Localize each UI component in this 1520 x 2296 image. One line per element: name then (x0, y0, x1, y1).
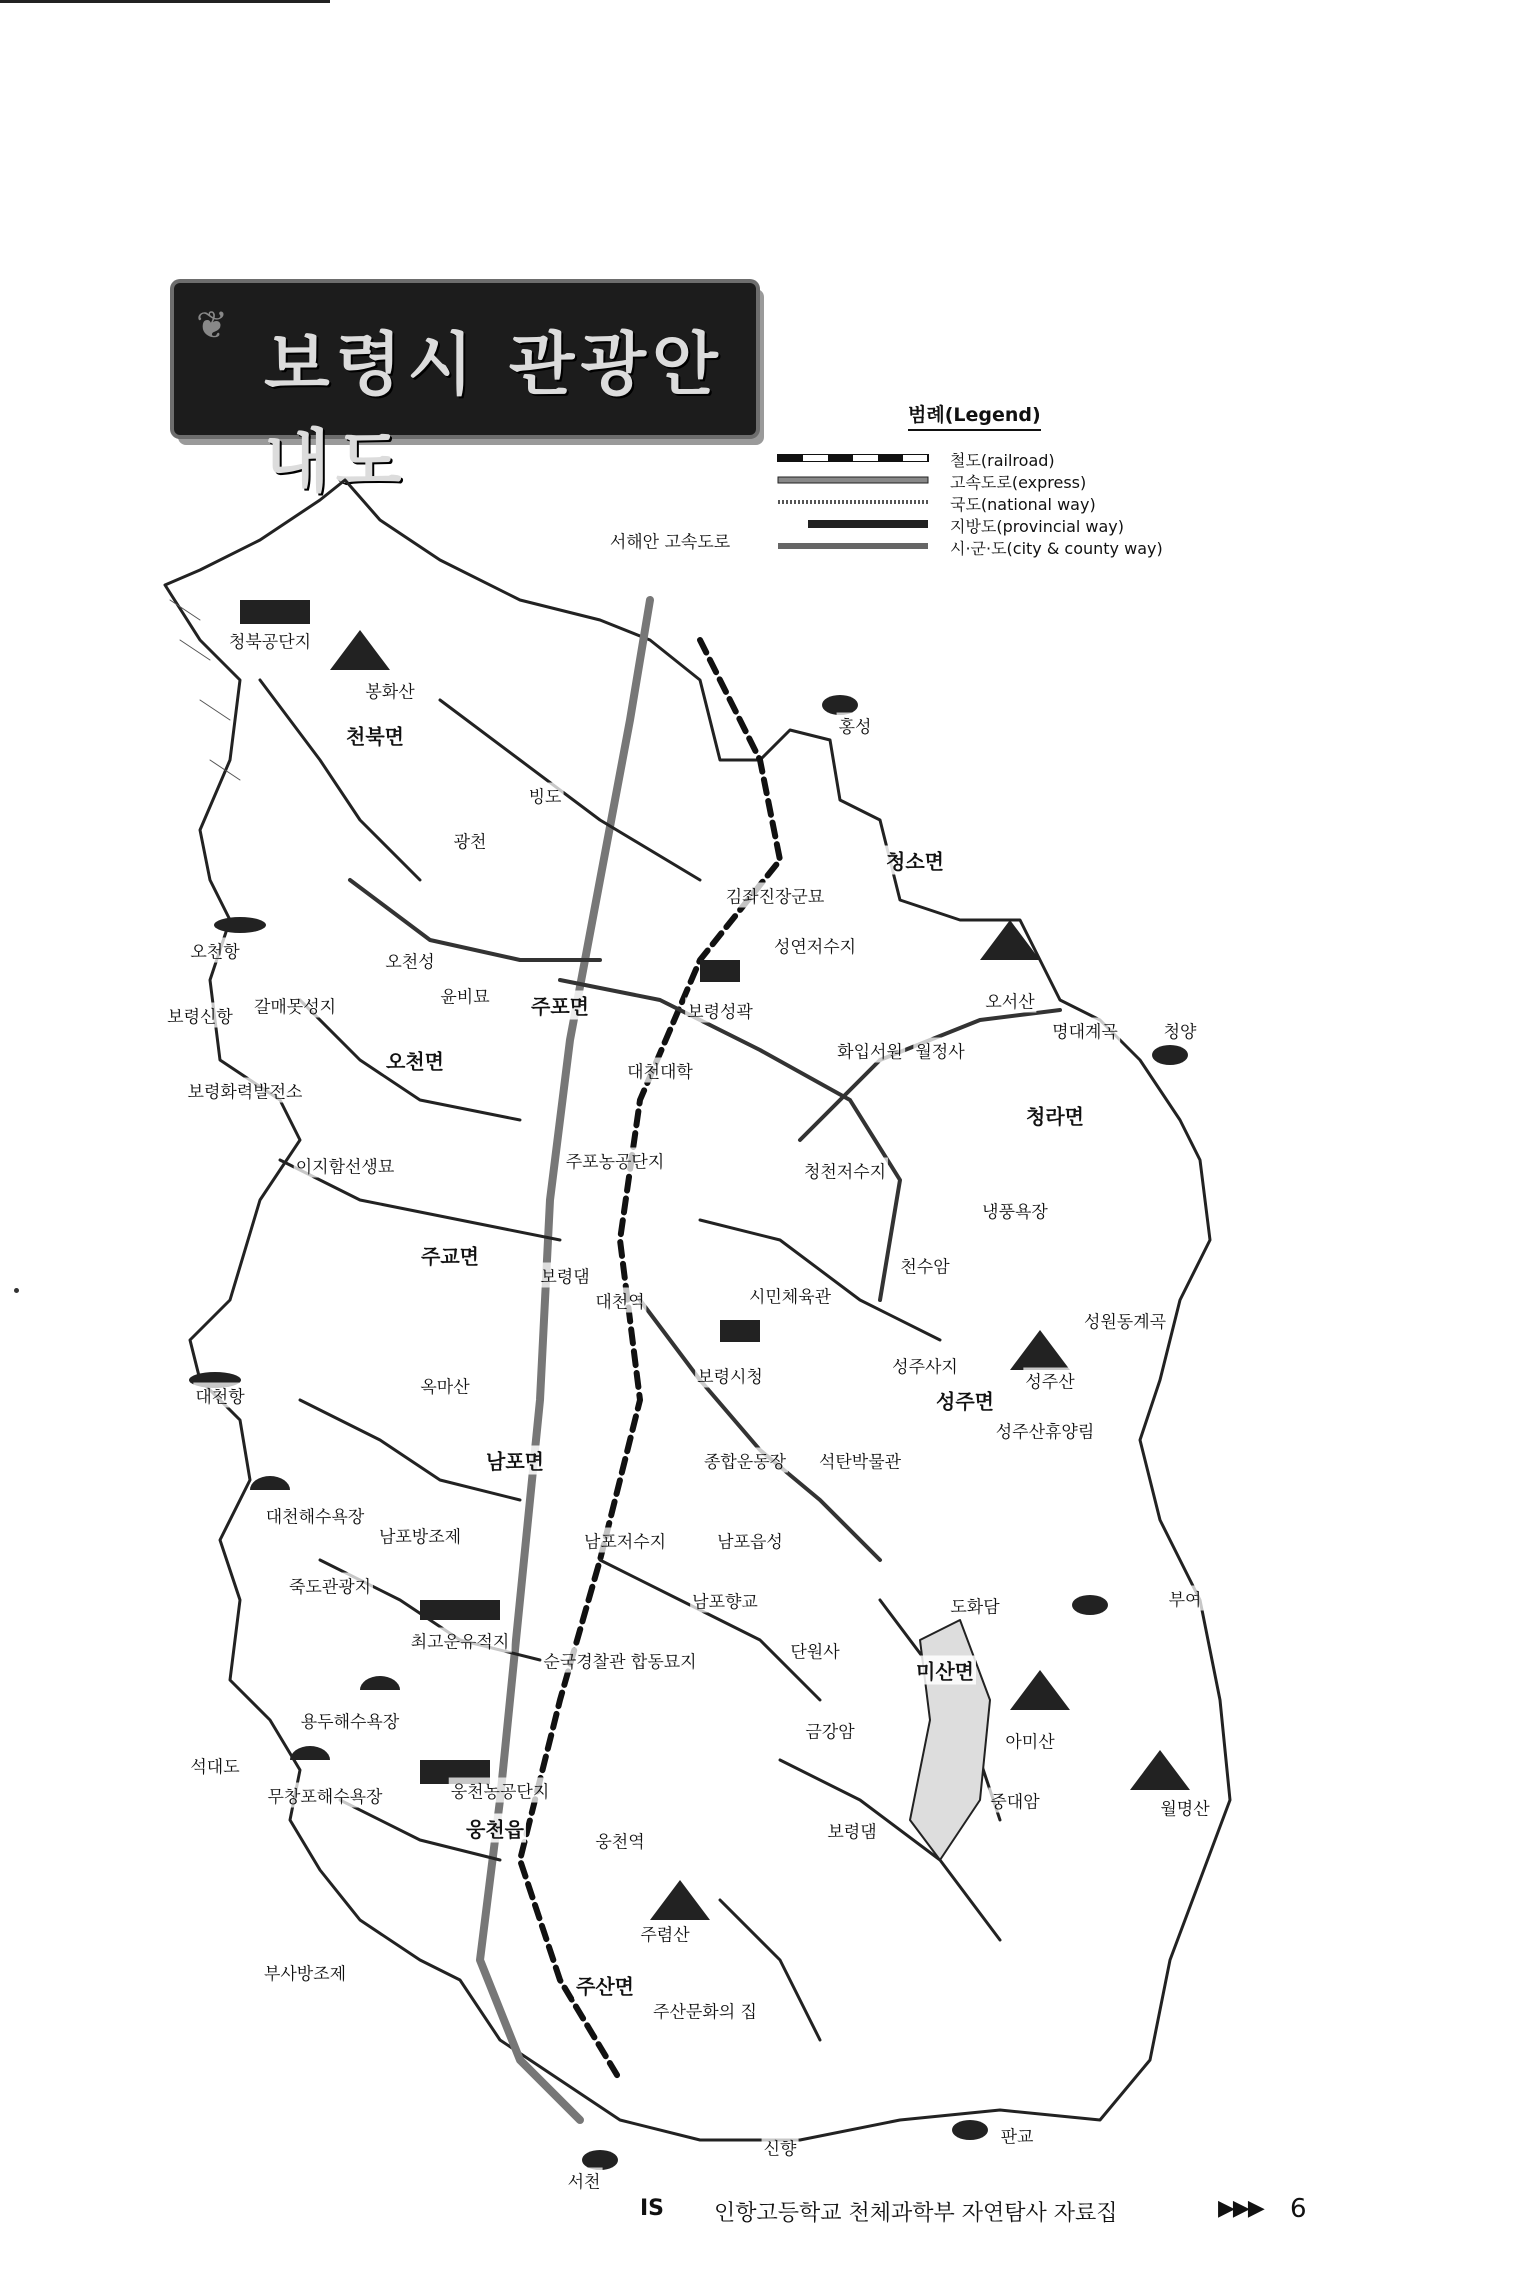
mountain-icon (1010, 1670, 1070, 1710)
railroad-line (520, 640, 780, 2080)
place-label: 웅천읍 (464, 1814, 526, 1843)
place-label: 대천대학 (625, 1058, 695, 1083)
place-label: 종합운동장 (702, 1448, 788, 1473)
place-label: 웅천역 (593, 1828, 646, 1853)
place-label: 홍성 (837, 713, 874, 738)
place-label: 남포읍성 (715, 1528, 785, 1553)
place-label: 청양 (1162, 1018, 1199, 1043)
place-label: 남포방조제 (377, 1523, 463, 1548)
page-footer (640, 2194, 1320, 2228)
place-label: 대천항 (193, 1383, 246, 1408)
place-label: 빙도 (527, 783, 564, 808)
place-label: 보령화력발전소 (186, 1078, 305, 1103)
place-label: 주교면 (419, 1241, 481, 1270)
place-label: 성연저수지 (772, 933, 858, 958)
place-label: 금강암 (803, 1718, 856, 1743)
legend-label: 철도(railroad) (950, 451, 1055, 470)
place-label: 중대암 (988, 1788, 1041, 1813)
mountain-icon (1010, 1330, 1070, 1370)
car-icon (1072, 1595, 1108, 1615)
place-label: 부사방조제 (262, 1960, 348, 1985)
place-label: 월명산 (1158, 1795, 1211, 1820)
place-label: 성주산 (1023, 1368, 1076, 1393)
place-label: 명대계곡 (1050, 1018, 1120, 1043)
place-label: 최고운유적지 (409, 1628, 512, 1653)
place-label: 주산문화의 집 (651, 1998, 759, 2023)
national-road-4 (800, 1010, 1060, 1140)
city-road-2 (440, 700, 700, 880)
place-label: 보령댐 (538, 1263, 591, 1288)
place-label: 옥마산 (418, 1373, 471, 1398)
place-label: 신향 (762, 2135, 799, 2160)
place-label: 보령성곽 (685, 998, 755, 1023)
place-label: 석탄박물관 (817, 1448, 903, 1473)
footer-arrows: ▶▶▶ (1218, 2196, 1263, 2221)
place-label: 김좌진장군묘 (724, 883, 827, 908)
place-label: 용두해수욕장 (299, 1708, 402, 1733)
place-label: 시민체육관 (747, 1283, 833, 1308)
place-label: 석대도 (188, 1753, 241, 1778)
place-label: 윤비묘 (438, 983, 491, 1008)
city-road-1 (260, 680, 420, 880)
place-label: 오서산 (983, 988, 1036, 1013)
place-label: 단원사 (788, 1638, 841, 1663)
place-label: 성원동계곡 (1082, 1308, 1168, 1333)
page-number: 6 (1290, 2194, 1307, 2224)
place-label: 죽도관광지 (287, 1573, 373, 1598)
place-label: 갈매못성지 (252, 993, 338, 1018)
place-label: 성주사지 (890, 1353, 960, 1378)
building-icon (700, 960, 740, 982)
place-label: 청천저수지 (802, 1158, 888, 1183)
place-label: 보령댐 (825, 1818, 878, 1843)
place-label: 청소면 (884, 846, 946, 875)
place-label: 서천 (566, 2168, 603, 2193)
umbrella-icon (290, 1746, 330, 1760)
building-icon (420, 1600, 500, 1620)
place-label: 보령신항 (165, 1003, 235, 1028)
building-icon (240, 600, 310, 624)
city-boundary (165, 480, 1230, 2140)
place-label: 판교 (999, 2123, 1036, 2148)
legend-label: 시·군·도(city & county way) (950, 539, 1163, 558)
footer-title: 인항고등학교 천체과학부 자연탐사 자료집 (714, 2201, 1118, 2226)
mountain-icon (1130, 1750, 1190, 1790)
place-label: 웅천농공단지 (449, 1778, 552, 1803)
place-label: 주렴산 (638, 1921, 691, 1946)
place-label: 대천역 (593, 1288, 646, 1313)
place-label: 광천 (452, 828, 489, 853)
legend-title: 범례(Legend) (908, 400, 1041, 431)
place-label: 남포저수지 (582, 1528, 668, 1553)
city-road-8 (600, 1560, 820, 1700)
place-label: 주포면 (529, 991, 591, 1020)
place-label: 성주면 (934, 1386, 996, 1415)
scan-speck (14, 1288, 19, 1293)
place-label: 오천면 (384, 1046, 446, 1075)
place-label: 오천성 (383, 948, 436, 973)
place-label: 순국경찰관 합동묘지 (541, 1648, 698, 1673)
place-label: 서해안 고속도로 (608, 528, 732, 553)
building-icon (720, 1320, 760, 1342)
national-road-1 (560, 980, 900, 1300)
place-label: 천북면 (344, 721, 406, 750)
umbrella-icon (250, 1476, 290, 1490)
place-label: 봉화산 (363, 678, 416, 703)
place-label: 월정사 (913, 1038, 966, 1063)
place-label: 부여 (1167, 1586, 1204, 1611)
place-label: 미산면 (914, 1656, 976, 1685)
car-icon (952, 2120, 988, 2140)
place-label: 청북공단지 (227, 628, 313, 653)
school-logo: IS (640, 2196, 665, 2221)
place-label: 아미산 (1003, 1728, 1056, 1753)
place-label: 남포면 (484, 1446, 546, 1475)
place-label: 화입서원 (835, 1038, 905, 1063)
place-label: 도화담 (948, 1593, 1001, 1618)
place-label: 냉풍욕장 (980, 1198, 1050, 1223)
legend-label: 고속도로(express) (950, 473, 1087, 492)
place-label: 보령시청 (695, 1363, 765, 1388)
place-label: 오천항 (188, 938, 241, 963)
place-label: 무창포해수욕장 (266, 1783, 385, 1808)
expressway-line (480, 600, 650, 2120)
map-title: 보령시 관광안내도 (264, 326, 724, 502)
mountain-icon (330, 630, 390, 670)
place-label: 성주산휴양림 (994, 1418, 1097, 1443)
legend-label: 국도(national way) (950, 495, 1096, 514)
legend-label: 지방도(provincial way) (950, 517, 1125, 536)
boat-icon (214, 917, 266, 933)
place-label: 이지함선생묘 (294, 1153, 397, 1178)
place-label: 대천해수욕장 (264, 1503, 367, 1528)
place-label: 청라면 (1024, 1101, 1086, 1130)
car-icon (1152, 1045, 1188, 1065)
leaf-icon: ❦ (196, 303, 228, 347)
place-label: 천수암 (898, 1253, 951, 1278)
umbrella-icon (360, 1676, 400, 1690)
place-label: 주산면 (574, 1971, 636, 2000)
mountain-icon (650, 1880, 710, 1920)
place-label: 주포농공단지 (564, 1148, 667, 1173)
place-label: 남포향교 (690, 1588, 760, 1613)
